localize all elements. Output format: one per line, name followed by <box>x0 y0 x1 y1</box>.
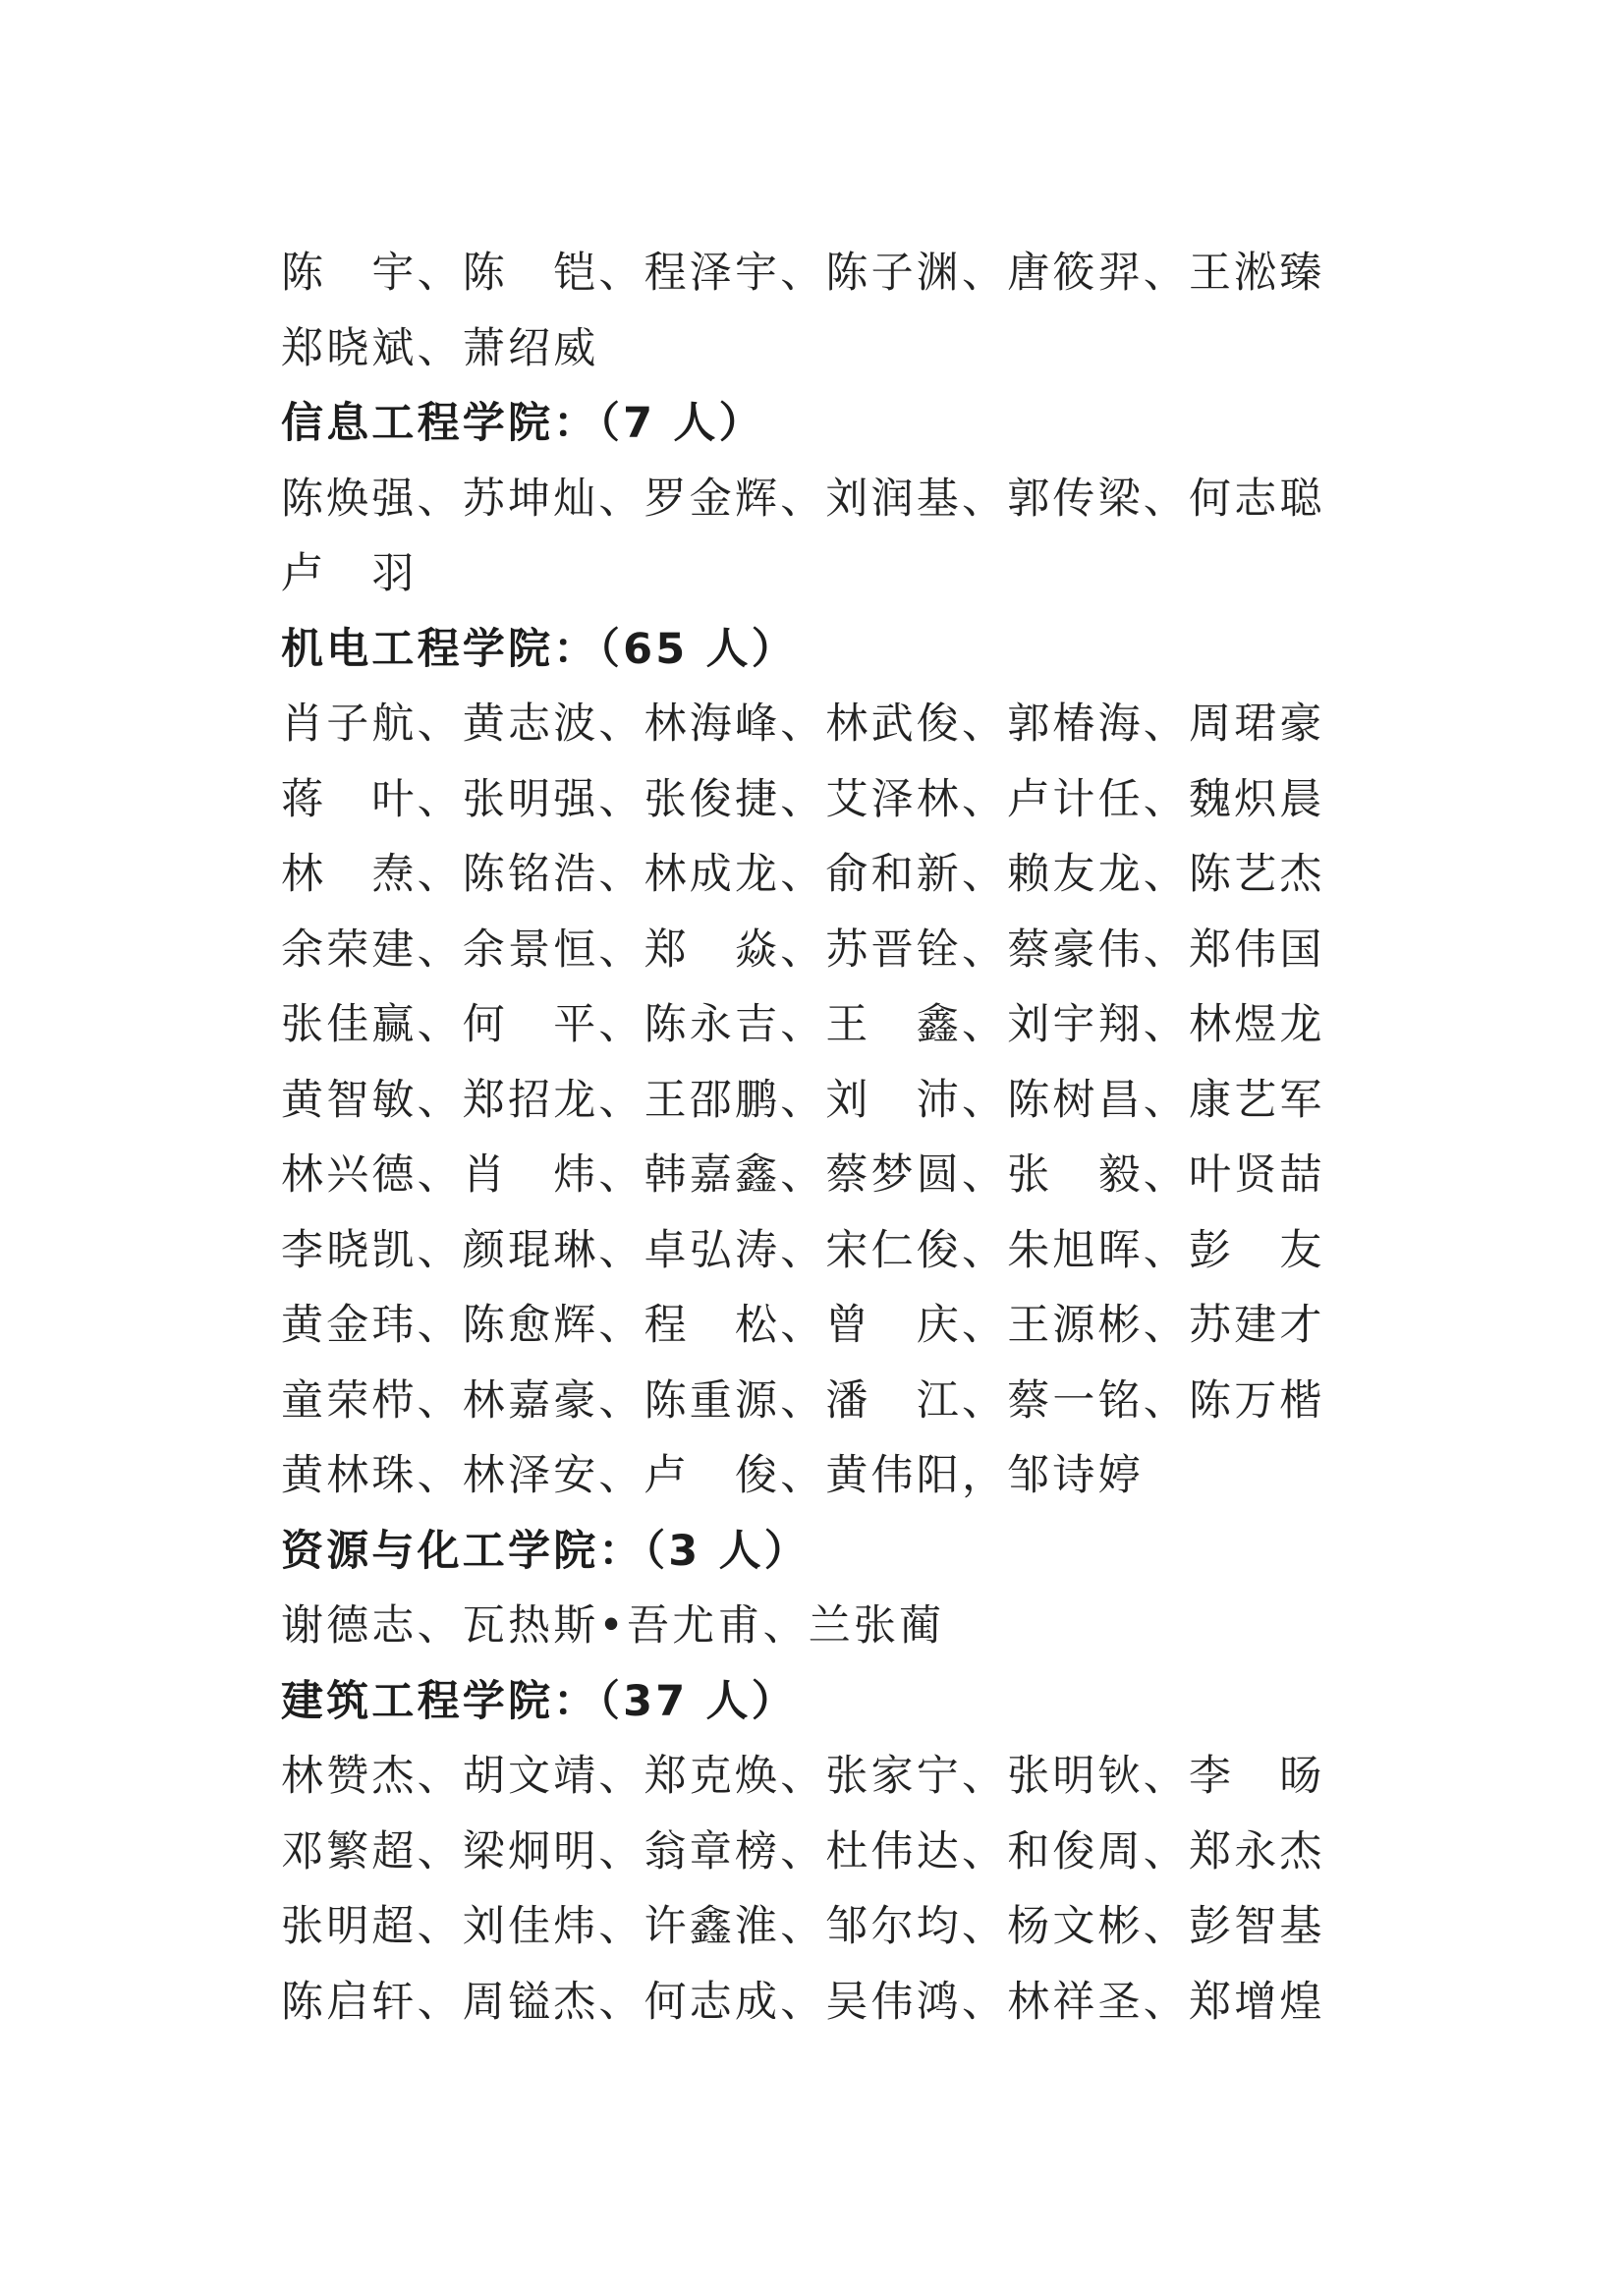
name-line: 张佳赢、何 平、陈永吉、王 鑫、刘宇翔、林煜龙 <box>281 1000 1325 1049</box>
name-list <box>281 236 1325 2040</box>
section-heading: 信息工程学院：（7 人） <box>281 399 764 448</box>
section-heading: 建筑工程学院：（37 人） <box>281 1676 797 1726</box>
name-line: 陈 宇、陈 铠、程泽宇、陈子渊、唐筱羿、王淞臻 <box>281 249 1325 298</box>
name-line: 陈启轩、周镒杰、何志成、吴伟鸿、林祥圣、郑增煌 <box>281 1977 1325 2027</box>
name-line: 谢德志、瓦热斯•吾尤甫、兰张蔺 <box>281 1601 945 1651</box>
name-line: 黄智敏、郑招龙、王邵鹏、刘 沛、陈树昌、康艺军 <box>281 1075 1325 1125</box>
name-line: 蒋 叶、张明强、张俊捷、艾泽林、卢计任、魏炽晨 <box>281 774 1325 824</box>
name-line: 余荣建、余景恒、郑 焱、苏晋铨、蔡豪伟、郑伟国 <box>281 924 1325 975</box>
name-line: 黄林珠、林泽安、卢 俊、黄伟阳，邹诗婷 <box>281 1451 1144 1500</box>
name-line: 李晓凯、颜琨琳、卓弘涛、宋仁俊、朱旭晖、彭 友 <box>281 1225 1325 1275</box>
name-line: 林赞杰、胡文靖、郑克焕、张家宁、张明钬、李 旸 <box>281 1752 1325 1801</box>
name-line: 肖子航、黄志波、林海峰、林武俊、郭椿海、周珺豪 <box>281 700 1325 749</box>
section-heading: 机电工程学院：（65 人） <box>281 624 797 674</box>
name-line: 张明超、刘佳炜、许鑫淮、邹尔均、杨文彬、彭智基 <box>281 1902 1325 1951</box>
name-line: 郑晓斌、萧绍威 <box>281 323 599 373</box>
name-line: 黄金玮、陈愈辉、程 松、曾 庆、王源彬、苏建才 <box>281 1301 1325 1350</box>
name-line: 邓繁超、梁炯明、翁章榜、杜伟达、和俊周、郑永杰 <box>281 1826 1325 1876</box>
name-line: 卢 羽 <box>281 549 418 598</box>
name-line: 林兴德、肖 炜、韩嘉鑫、蔡梦圆、张 毅、叶贤喆 <box>281 1150 1325 1200</box>
name-line: 陈焕强、苏坤灿、罗金辉、刘润基、郭传梁、何志聪 <box>281 474 1325 524</box>
name-line: 林 焘、陈铭浩、林成龙、俞和新、赖友龙、陈艺杰 <box>281 850 1325 899</box>
name-line: 童荣栉、林嘉豪、陈重源、潘 江、蔡一铭、陈万楷 <box>281 1375 1325 1426</box>
section-heading: 资源与化工学院：（3 人） <box>281 1526 810 1576</box>
